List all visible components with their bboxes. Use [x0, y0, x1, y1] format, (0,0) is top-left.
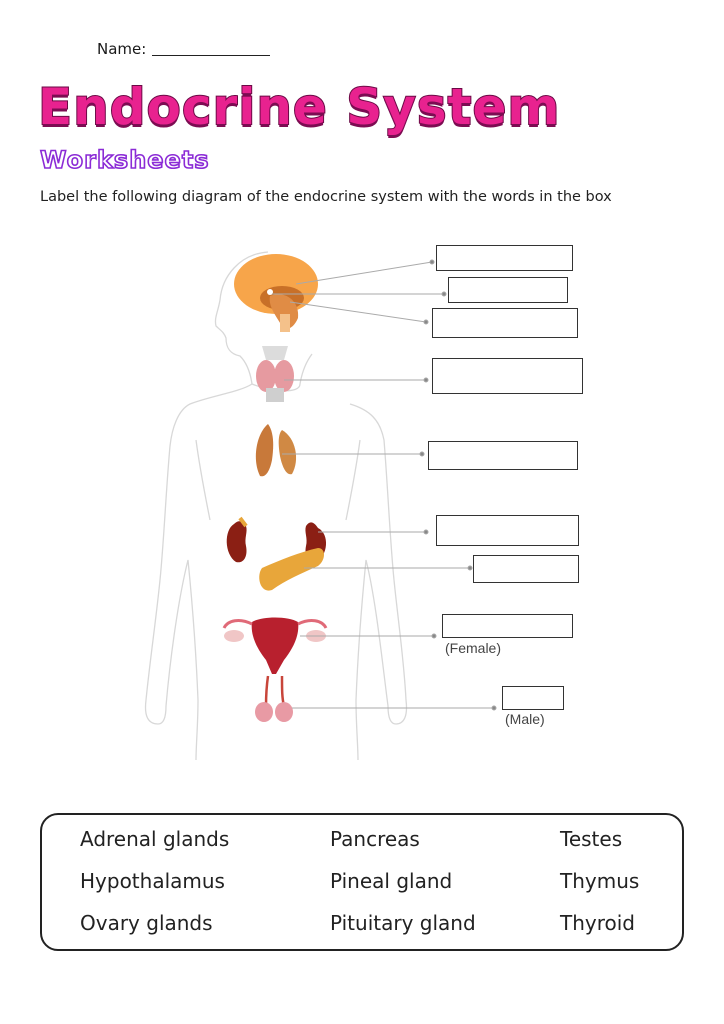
label-box-9[interactable]	[502, 686, 564, 710]
word-bank-item: Thyroid	[560, 911, 635, 935]
label-box-2[interactable]	[448, 277, 568, 303]
label-box-7[interactable]	[473, 555, 579, 583]
label-box-3[interactable]	[432, 308, 578, 338]
word-bank	[40, 813, 684, 951]
word-bank-item: Ovary glands	[80, 911, 213, 935]
body-outline	[146, 252, 407, 760]
word-bank-item: Hypothalamus	[80, 869, 225, 893]
male-label: (Male)	[505, 711, 545, 727]
name-label: Name:	[97, 40, 147, 58]
word-bank-item: Adrenal glands	[80, 827, 230, 851]
label-box-8[interactable]	[442, 614, 573, 638]
thyroid-illustration	[256, 346, 294, 402]
word-bank-item: Pituitary gland	[330, 911, 476, 935]
word-bank-item: Thymus	[560, 869, 640, 893]
female-label: (Female)	[445, 640, 502, 656]
thymus-illustration	[256, 424, 296, 476]
kidney-pancreas-illustration	[227, 518, 326, 591]
worksheet-subtitle: Worksheets	[40, 146, 210, 174]
instruction-text: Label the following diagram of the endocrine system with the words in the box	[40, 189, 612, 205]
word-bank-item: Testes	[560, 827, 623, 851]
label-box-5[interactable]	[428, 441, 578, 470]
testes-illustration	[255, 676, 293, 722]
uterus-illustration	[224, 618, 326, 675]
worksheet-title: Endocrine System	[38, 78, 561, 136]
label-box-4[interactable]	[432, 358, 583, 394]
word-bank-item: Pineal gland	[330, 869, 453, 893]
label-box-1[interactable]	[436, 245, 573, 271]
word-bank-item: Pancreas	[330, 827, 420, 851]
label-box-6[interactable]	[436, 515, 579, 546]
brain-illustration	[234, 254, 318, 332]
